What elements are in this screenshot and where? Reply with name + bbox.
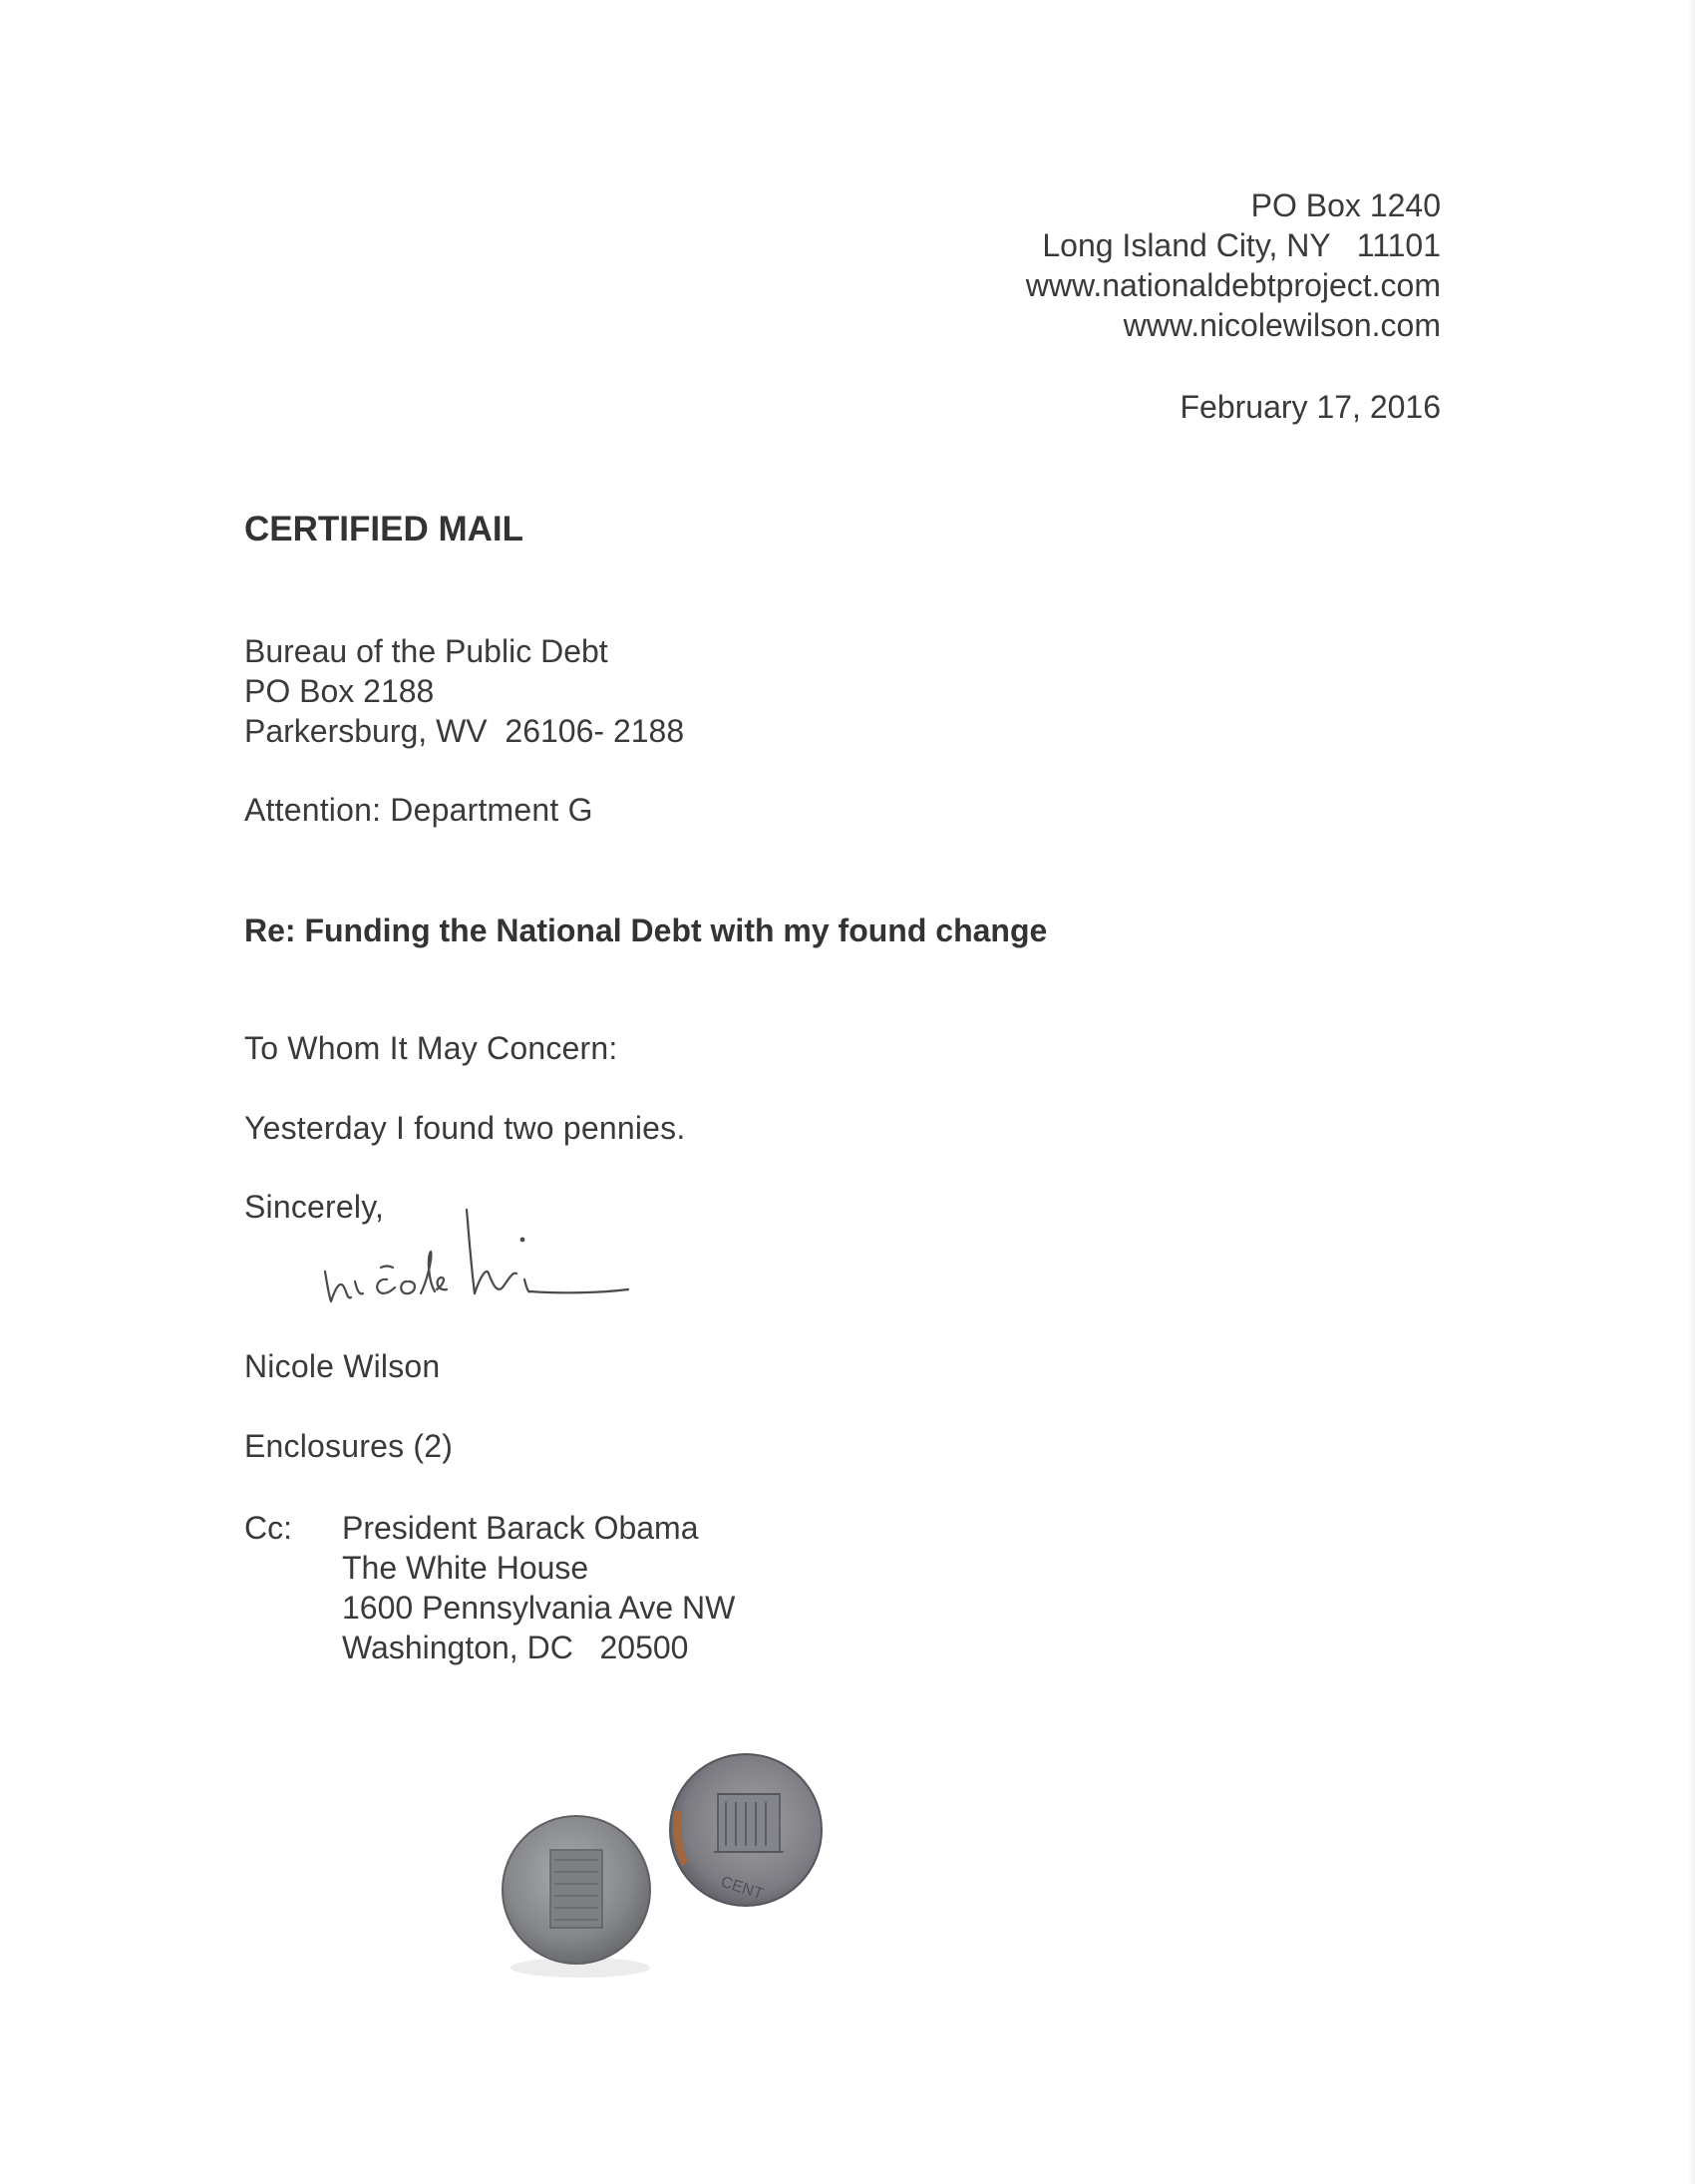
attention-line: Attention: Department G (244, 792, 593, 828)
cc-line4: Washington, DC 20500 (342, 1630, 689, 1665)
recipient-address-line1: PO Box 2188 (244, 673, 435, 709)
cc-line2: The White House (342, 1550, 589, 1586)
cc-label: Cc: (244, 1510, 292, 1546)
handwritten-signature (317, 1202, 696, 1321)
cc-line3: 1600 Pennsylvania Ave NW (342, 1590, 736, 1626)
cc-address-block (342, 1508, 735, 1667)
salutation: To Whom It May Concern: (244, 1030, 618, 1066)
page-edge (1689, 0, 1695, 2184)
penny-reverse-lincoln-memorial-icon (670, 1754, 822, 1906)
closing: Sincerely, (244, 1189, 385, 1225)
recipient-address-block (244, 631, 684, 751)
delivery-method-heading: CERTIFIED MAIL (244, 510, 523, 548)
letter-body: Yesterday I found two pennies. (244, 1110, 686, 1146)
svg-text:CENT: CENT (718, 1873, 766, 1904)
sender-address-line1: PO Box 1240 (1250, 187, 1441, 223)
sender-address-line2: Long Island City, NY 11101 (1042, 227, 1441, 263)
cc-line1: President Barack Obama (342, 1510, 699, 1546)
recipient-name: Bureau of the Public Debt (244, 633, 608, 669)
enclosures-line: Enclosures (2) (244, 1428, 454, 1464)
sender-website-2: www.nicolewilson.com (1123, 307, 1441, 343)
letter-date: February 17, 2016 (1180, 389, 1441, 425)
sender-website-1: www.nationaldebtproject.com (1025, 267, 1441, 303)
recipient-address-line2: Parkersburg, WV 26106- 2188 (244, 713, 685, 749)
penny-reverse-worn-icon (503, 1816, 650, 1964)
subject-line: Re: Funding the National Debt with my found change (244, 912, 1048, 948)
enclosed-pennies (489, 1750, 848, 2000)
signer-name: Nicole Wilson (244, 1348, 441, 1384)
sender-address-block (1026, 185, 1441, 345)
